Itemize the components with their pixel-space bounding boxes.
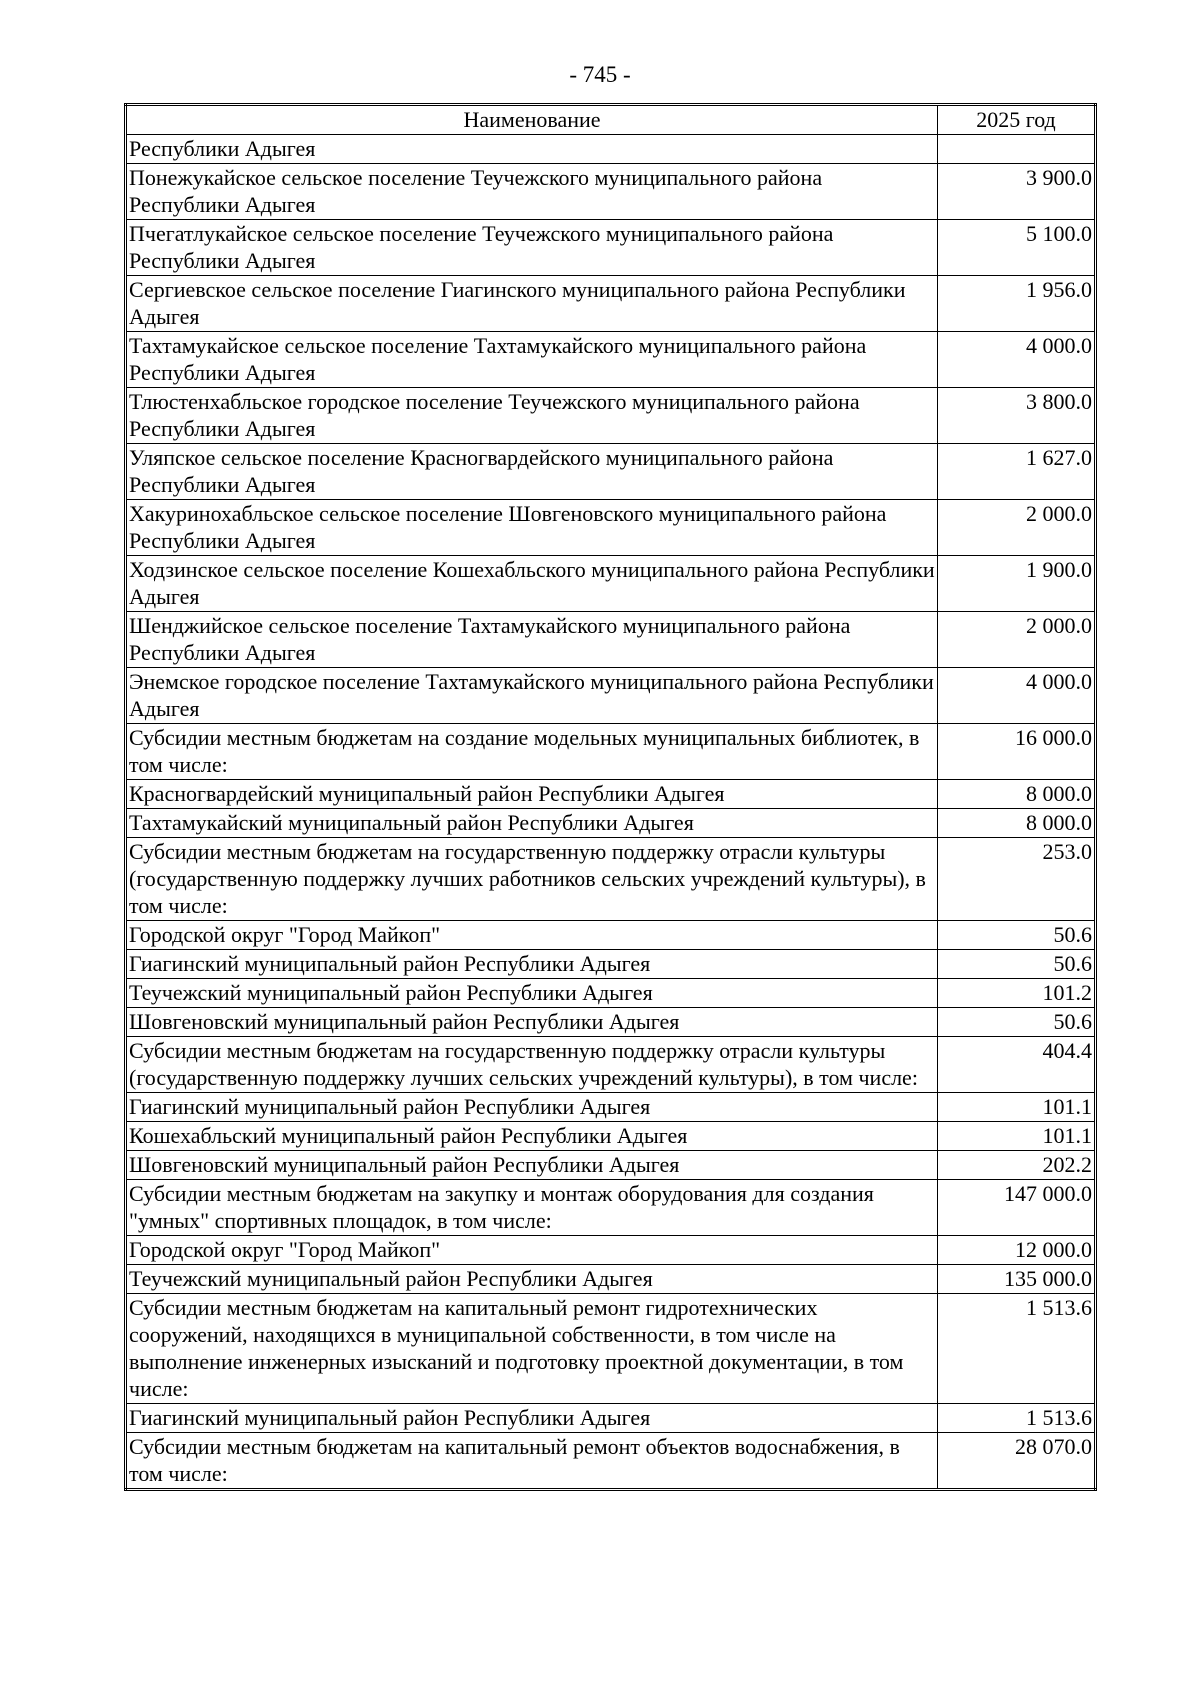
row-name-cell: Пчегатлукайское сельское поселение Теучежского муниципального района Республики Адыгея	[126, 220, 938, 276]
table-row	[126, 1433, 1096, 1490]
row-value-cell: 8 000.0	[938, 809, 1096, 838]
row-name-cell: Гиагинский муниципальный район Республики Адыгея	[126, 950, 938, 979]
column-header-year: 2025 год	[938, 105, 1096, 135]
row-name-cell: Шенджийское сельское поселение Тахтамукайского муниципального района Республики Адыгея	[126, 612, 938, 668]
row-name-cell: Субсидии местным бюджетам на государственную поддержку отрасли культуры (государственную поддержку лучших работников сельских учреждений культуры), в том числе:	[126, 838, 938, 921]
row-value-cell: 3 800.0	[938, 388, 1096, 444]
row-name-cell: Субсидии местным бюджетам на капитальный ремонт объектов водоснабжения, в том числе:	[126, 1433, 938, 1490]
row-name-cell: Шовгеновский муниципальный район Республики Адыгея	[126, 1151, 938, 1180]
row-name-cell: Городской округ "Город Майкоп"	[126, 921, 938, 950]
row-value-cell: 253.0	[938, 838, 1096, 921]
row-name-cell: Кошехабльский муниципальный район Республики Адыгея	[126, 1122, 938, 1151]
row-value-cell: 2 000.0	[938, 500, 1096, 556]
table-row	[126, 724, 1096, 780]
table-row	[126, 135, 1096, 164]
row-name-cell: Тахтамукайское сельское поселение Тахтамукайского муниципального района Республики Адыгея	[126, 332, 938, 388]
table-row	[126, 612, 1096, 668]
table-body	[126, 135, 1096, 1490]
row-name-cell: Субсидии местным бюджетам на капитальный ремонт гидротехнических сооружений, находящихся в муниципальной собственности, в том числе на выполнение инженерных изысканий и подготовку проектной документации, в том числе:	[126, 1294, 938, 1404]
row-value-cell: 101.1	[938, 1093, 1096, 1122]
row-value-cell: 1 513.6	[938, 1294, 1096, 1404]
table-row	[126, 1037, 1096, 1093]
table-row	[126, 1151, 1096, 1180]
row-value-cell: 5 100.0	[938, 220, 1096, 276]
row-value-cell: 8 000.0	[938, 780, 1096, 809]
row-value-cell: 4 000.0	[938, 332, 1096, 388]
row-value-cell: 28 070.0	[938, 1433, 1096, 1490]
table-header-row	[126, 105, 1096, 135]
row-name-cell: Шовгеновский муниципальный район Республики Адыгея	[126, 1008, 938, 1037]
table-row	[126, 1008, 1096, 1037]
row-name-cell: Теучежский муниципальный район Республики Адыгея	[126, 979, 938, 1008]
row-value-cell: 1 956.0	[938, 276, 1096, 332]
table-row	[126, 556, 1096, 612]
table-row	[126, 921, 1096, 950]
table-row	[126, 500, 1096, 556]
row-name-cell: Энемское городское поселение Тахтамукайского муниципального района Республики Адыгея	[126, 668, 938, 724]
row-name-cell: Хакуринохабльское сельское поселение Шовгеновского муниципального района Республики Адыгея	[126, 500, 938, 556]
row-name-cell: Субсидии местным бюджетам на создание модельных муниципальных библиотек, в том числе:	[126, 724, 938, 780]
row-value-cell: 50.6	[938, 921, 1096, 950]
row-value-cell: 101.1	[938, 1122, 1096, 1151]
row-value-cell: 404.4	[938, 1037, 1096, 1093]
row-value-cell: 3 900.0	[938, 164, 1096, 220]
table-row	[126, 388, 1096, 444]
table-row	[126, 809, 1096, 838]
row-name-cell: Сергиевское сельское поселение Гиагинского муниципального района Республики Адыгея	[126, 276, 938, 332]
row-name-cell: Уляпское сельское поселение Красногвардейского муниципального района Республики Адыгея	[126, 444, 938, 500]
table-row	[126, 668, 1096, 724]
page-number: - 745 -	[569, 62, 631, 87]
table-row	[126, 220, 1096, 276]
row-value-cell: 135 000.0	[938, 1265, 1096, 1294]
table-row	[126, 979, 1096, 1008]
row-name-cell: Понежукайское сельское поселение Теучежского муниципального района Республики Адыгея	[126, 164, 938, 220]
row-name-cell: Тлюстенхабльское городское поселение Теучежского муниципального района Республики Адыгея	[126, 388, 938, 444]
table-row	[126, 950, 1096, 979]
row-name-cell: Республики Адыгея	[126, 135, 938, 164]
row-value-cell: 16 000.0	[938, 724, 1096, 780]
table-row	[126, 164, 1096, 220]
row-value-cell: 1 513.6	[938, 1404, 1096, 1433]
table-row	[126, 1180, 1096, 1236]
row-name-cell: Тахтамукайский муниципальный район Республики Адыгея	[126, 809, 938, 838]
table-row	[126, 1294, 1096, 1404]
table-row	[126, 838, 1096, 921]
table-row	[126, 780, 1096, 809]
row-name-cell: Субсидии местным бюджетам на государственную поддержку отрасли культуры (государственную поддержку лучших сельских учреждений культуры), в том числе:	[126, 1037, 938, 1093]
table-row	[126, 1404, 1096, 1433]
row-name-cell: Гиагинский муниципальный район Республики Адыгея	[126, 1093, 938, 1122]
row-value-cell: 2 000.0	[938, 612, 1096, 668]
row-name-cell: Ходзинское сельское поселение Кошехабльского муниципального района Республики Адыгея	[126, 556, 938, 612]
row-name-cell: Гиагинский муниципальный район Республики Адыгея	[126, 1404, 938, 1433]
table-row	[126, 276, 1096, 332]
table-row	[126, 1265, 1096, 1294]
table-row	[126, 444, 1096, 500]
row-name-cell: Красногвардейский муниципальный район Республики Адыгея	[126, 780, 938, 809]
row-value-cell: 12 000.0	[938, 1236, 1096, 1265]
row-value-cell: 202.2	[938, 1151, 1096, 1180]
row-value-cell: 4 000.0	[938, 668, 1096, 724]
table-row	[126, 1236, 1096, 1265]
row-value-cell: 1 627.0	[938, 444, 1096, 500]
row-value-cell: 50.6	[938, 1008, 1096, 1037]
row-value-cell: 101.2	[938, 979, 1096, 1008]
row-name-cell: Субсидии местным бюджетам на закупку и монтаж оборудования для создания "умных" спортивных площадок, в том числе:	[126, 1180, 938, 1236]
table-row	[126, 1122, 1096, 1151]
row-name-cell: Городской округ "Город Майкоп"	[126, 1236, 938, 1265]
table-row	[126, 1093, 1096, 1122]
row-value-cell: 1 900.0	[938, 556, 1096, 612]
row-value-cell: 147 000.0	[938, 1180, 1096, 1236]
column-header-name: Наименование	[126, 105, 938, 135]
table-row	[126, 332, 1096, 388]
row-value-cell: 50.6	[938, 950, 1096, 979]
row-value-cell	[938, 135, 1096, 164]
row-name-cell: Теучежский муниципальный район Республики Адыгея	[126, 1265, 938, 1294]
budget-table	[124, 103, 1097, 1491]
